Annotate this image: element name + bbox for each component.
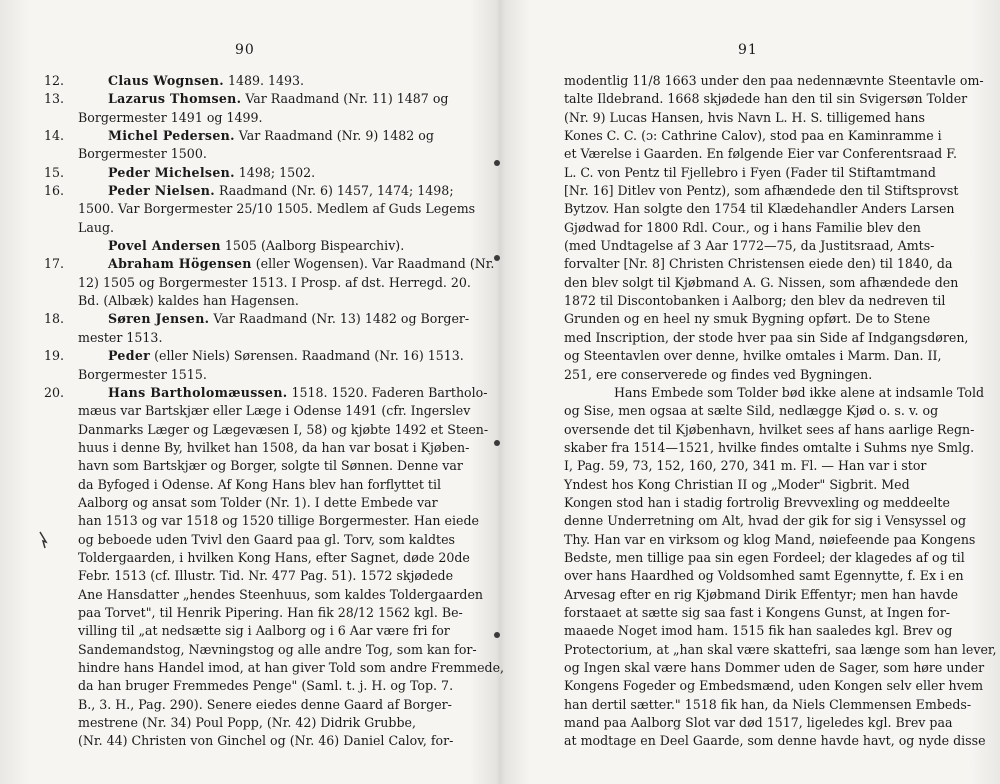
text-line: og Steentavlen over denne, hvilke omtales i Marm. Dan. II, — [564, 348, 942, 364]
entry-text: 1518. 1520. Faderen Bartholo- — [291, 384, 488, 400]
entry-text: 1498; 1502. — [238, 164, 316, 180]
text-line: (Nr. 9) Lucas Hansen, hvis Navn L. H. S. tilligemed hans — [564, 109, 925, 125]
text-line: Gjødwad for 1800 Rdl. Cour., og i hans Familie blev den — [564, 219, 921, 235]
entry-number: 19. — [44, 348, 65, 364]
entry-text: og beboede uden Tvivl den Gaard paa gl. Torv, som kaldtes — [78, 531, 456, 547]
entry-text: Var Raadmand (Nr. 13) 1482 og Borger- — [213, 311, 470, 327]
text-line: et Værelse i Gaarden. En følgende Eier var Conferentsraad F. — [564, 146, 957, 162]
entry-text: mæus var Bartskjær eller Læge i Odense 1491 (cfr. Ingerslev — [78, 403, 471, 419]
person-name: Peder — [108, 348, 151, 364]
text-line: mand paa Aalborg Slot var død 1517, ligeledes kgl. Brev paa — [564, 715, 953, 731]
person-name: Claus Wognsen. — [108, 73, 224, 88]
entry-text: 1489. 1493. — [227, 73, 305, 88]
entry-text: Sandemandstog, Nævningstog og alle andre Tog, som kan for- — [78, 641, 477, 657]
entry — [44, 127, 454, 164]
entry-number: 18. — [44, 311, 65, 327]
entry — [44, 255, 495, 310]
entry-text: Raadmand (Nr. 6) 1457, 1474; 1498; — [218, 183, 454, 199]
entry-text: mestrene (Nr. 34) Poul Popp, (Nr. 42) Didrik Grubbe, — [78, 715, 416, 731]
text-line: at modtage en Deel Gaarde, som denne havde havt, og nyde disse — [564, 733, 986, 749]
person-name: Søren Jensen. — [108, 311, 210, 327]
entry — [44, 164, 454, 182]
text-line: Yndest hos Kong Christian II og „Moder" Sigbrit. Med — [564, 476, 910, 492]
entry — [44, 237, 454, 255]
entry-text: Var Raadmand (Nr. 9) 1482 og — [238, 128, 434, 144]
entry-text: Var Raadmand (Nr. 11) 1487 og — [245, 91, 449, 107]
text-line: forvalter [Nr. 8] Christen Christensen eiede den) til 1840, da — [564, 256, 953, 272]
binding-hole — [494, 440, 500, 446]
entry-text: hindre hans Handel imod, at han giver Told som andre Fremmede, — [78, 660, 505, 675]
binding-hole — [494, 160, 500, 166]
entry-number: 13. — [44, 91, 65, 107]
text-line: Hans Embede som Tolder bød ikke alene at indsamle Told — [614, 384, 985, 400]
person-name: Peder Michelsen. — [108, 164, 235, 180]
text-line: Grunden og en heel ny smuk Bygning opført. De to Stene — [564, 311, 931, 327]
entry-text: Febr. 1513 (cf. Illustr. Tid. Nr. 477 Pag. 51). 1572 skjødede — [78, 568, 454, 584]
text-line: Kones C. C. (ɔ: Cathrine Calov), stod paa en Kaminramme i — [564, 128, 942, 144]
person-name: Lazarus Thomsen. — [108, 91, 242, 107]
entry-text: Danmarks Læger og Lægevæsen I, 58) og kjøbte 1492 et Steen- — [78, 421, 489, 437]
entry — [44, 347, 464, 384]
entry-text: villing til „at nedsætte sig i Aalborg og i 6 Aar være fri for — [78, 623, 450, 639]
pen-mark-icon — [38, 530, 48, 550]
text-line: Kongens Fogeder og Embedsmænd, uden Kongen selv eller hvem — [564, 678, 984, 694]
entry-text: huus i denne By, hvilket han 1508, da han var bosat i Kjøben- — [78, 439, 470, 455]
entry-text: han 1513 og var 1518 og 1520 tillige Borgermester. Han eiede — [78, 513, 479, 529]
person-name: Hans Bartholomæussen. — [108, 384, 288, 400]
text-line: modentlig 11/8 1663 under den paa nedennævnte Steentavle om- — [564, 73, 984, 88]
person-name: Peder Nielsen. — [108, 183, 215, 199]
text-line: talte Ildebrand. 1668 skjødede han den til sin Svigersøn Tolder — [564, 91, 968, 107]
entry-text: mester 1513. — [78, 329, 163, 345]
text-line: I, Pag. 59, 73, 152, 160, 270, 341 m. Fl. — Han var i stor — [564, 458, 927, 474]
text-line: denne Underretning om Alt, hvad der gik for sig i Vensyssel og — [564, 513, 967, 529]
entry-text: Borgermester 1500. — [78, 146, 207, 162]
left-page-text — [44, 72, 505, 751]
entry-number: 12. — [44, 73, 65, 88]
person-name: Povel Andersen — [108, 238, 221, 254]
entry-text: Bd. (Albæk) kaldes han Hagensen. — [78, 293, 299, 309]
right-page-text — [564, 72, 997, 751]
entry-text: havn som Bartskjær og Borger, solgte til Sønnen. Denne var — [78, 458, 463, 474]
entry-text: Toldergaarden, i hvilken Kong Hans, efter Sagnet, døde 20de — [78, 549, 470, 565]
text-line: Arvesag efter en rig Kjøbmand Dirik Effentyr; men han havde — [564, 586, 959, 602]
text-line: oversende det til Kjøbenhavn, hvilket sees af hans aarlige Regn- — [564, 421, 975, 437]
text-line: med Inscription, der stode hver paa sin Side af Indgangsdøren, — [564, 329, 969, 345]
entry-text: Borgermester 1491 og 1499. — [78, 109, 263, 125]
entry — [44, 310, 470, 347]
entry — [44, 384, 505, 751]
text-line: og Sise, men ogsaa at sælte Sild, nedlægge Kjød o. s. v. og — [564, 403, 939, 419]
binding-hole — [494, 255, 500, 261]
entry-text: (eller Niels) Sørensen. Raadmand (Nr. 16) 1513. — [154, 348, 464, 364]
entry-text: Ane Hansdatter „hendes Steenhuus, som kaldes Toldergaarden — [78, 586, 484, 602]
entry-number: 14. — [44, 128, 65, 144]
entry-text: da han bruger Fremmedes Penge" (Saml. t. j. H. og Top. 7. — [78, 678, 454, 694]
text-line: Bytzov. Han solgte den 1754 til Klædehandler Anders Larsen — [564, 201, 955, 217]
binding-hole — [494, 632, 500, 638]
entry-text: Aalborg og ansat som Tolder (Nr. 1). I dette Embede var — [78, 494, 438, 510]
person-name: Michel Pedersen. — [108, 128, 235, 144]
entry — [44, 72, 454, 90]
text-line: Kongen stod han i stadig fortrolig Brevvexling og meddeelte — [564, 494, 950, 510]
page-number: 90 — [235, 42, 255, 58]
entry-number: 16. — [44, 183, 65, 199]
entry — [44, 182, 476, 237]
text-line: maaede Noget imod ham. 1515 fik han saaledes kgl. Brev og — [564, 623, 953, 639]
text-line: Protectorium, at „han skal være skattefri, saa længe som han lever, — [564, 641, 997, 657]
entry — [44, 90, 454, 127]
right-page — [500, 0, 1000, 784]
text-line: den blev solgt til Kjøbmand A. G. Nissen, som afhændede den — [564, 274, 959, 290]
entry-text: paa Torvet", til Henrik Pipering. Han fik 28/12 1562 kgl. Be- — [78, 604, 463, 620]
entry-text: B., 3. H., Pag. 290). Senere eiedes denne Gaard af Borger- — [78, 696, 452, 712]
entry-text: Borgermester 1515. — [78, 366, 207, 382]
entry-number: 17. — [44, 256, 65, 272]
text-line: og Ingen skal være hans Dommer uden de Sager, som høre under — [564, 660, 985, 675]
text-line: 1872 til Discontobanken i Aalborg; den blev da nedreven til — [564, 293, 946, 309]
entry-text: 12) 1505 og Borgermester 1513. I Prosp. af dst. Herregd. 20. — [78, 274, 471, 290]
entry-text: Laug. — [78, 219, 115, 235]
text-line: over hans Haardhed og Voldsomhed samt Egennytte, f. Ex i en — [564, 568, 964, 584]
text-line: forstaaet at sætte sig saa fast i Kongens Gunst, at Ingen for- — [564, 604, 951, 620]
entry-text: (eller Wogensen). Var Raadmand (Nr. — [255, 256, 495, 272]
text-line: han dertil sætter." 1518 fik han, da Niels Clemmensen Embeds- — [564, 696, 972, 712]
text-line: skaber fra 1514—1521, hvilke findes omtalte i Suhms nye Smlg. — [564, 439, 975, 455]
entry-number: 15. — [44, 164, 65, 180]
text-line: (med Undtagelse af 3 Aar 1772—75, da Justitsraad, Amts- — [564, 238, 935, 254]
entry-text: 1500. Var Borgermester 25/10 1505. Medlem af Guds Legems — [78, 201, 476, 217]
text-line: Thy. Han var en virksom og klog Mand, nøiefeende paa Kongens — [564, 531, 976, 547]
entry-text: (Nr. 44) Christen von Ginchel og (Nr. 46) Daniel Calov, for- — [78, 733, 454, 749]
entry-text: da Byfoged i Odense. Af Kong Hans blev han forflyttet til — [78, 476, 442, 492]
page-number: 91 — [738, 42, 758, 58]
entry-number: 20. — [44, 384, 65, 400]
text-line: [Nr. 16] Ditlev von Pentz), som afhændede den til Stiftsprovst — [564, 183, 959, 199]
person-name: Abraham Högensen — [108, 256, 252, 272]
entry-text: 1505 (Aalborg Bispearchiv). — [224, 238, 405, 254]
text-line: L. C. von Pentz til Fjellebro i Fyen (Fader til Stiftamtmand — [564, 164, 936, 180]
text-line: 251, ere conserverede og findes ved Bygningen. — [564, 366, 873, 382]
text-line: Bedste, men tillige paa sin egen Fordeel; der klagedes af og til — [564, 549, 965, 565]
